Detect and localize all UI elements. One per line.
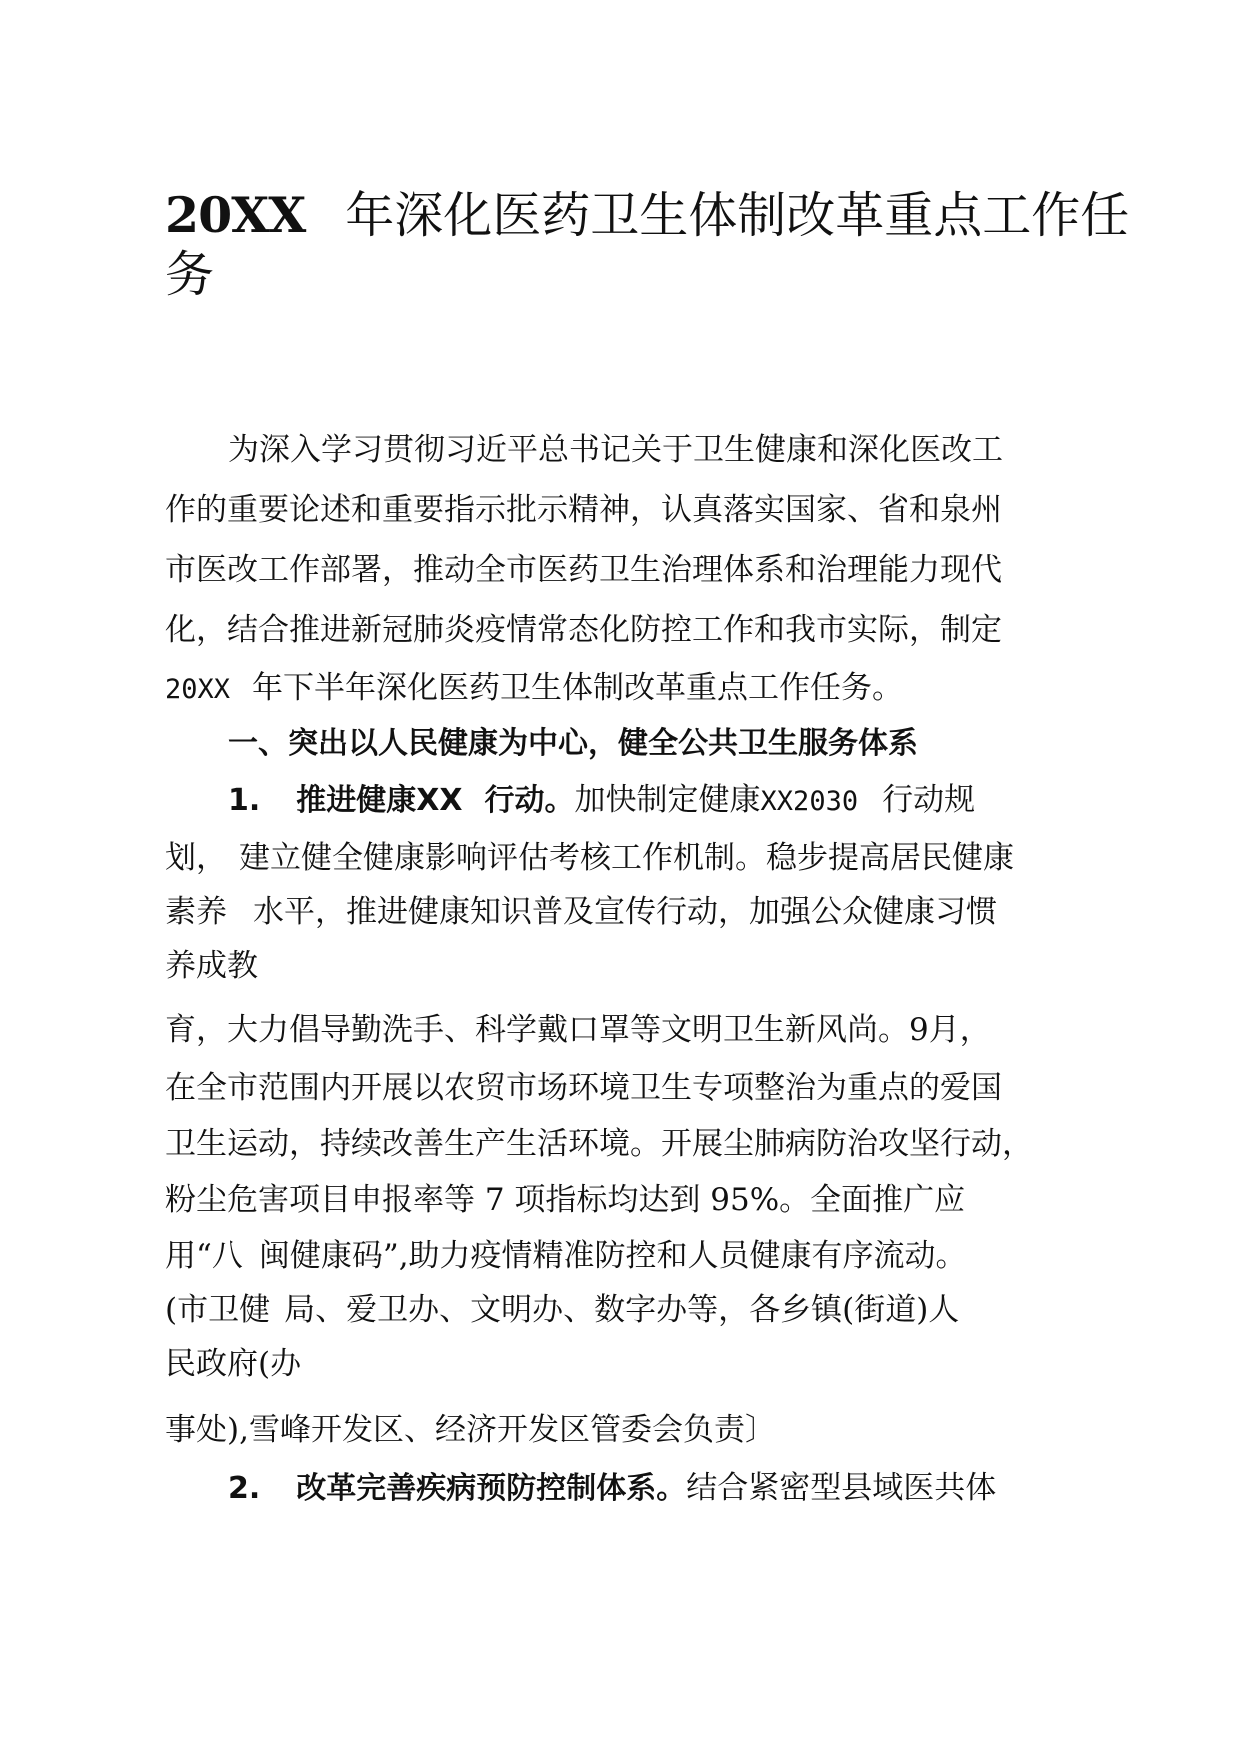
item-1-text-b: 行动规 — [882, 782, 976, 818]
item-2-text: 结合紧密型县域医共体 — [686, 1470, 997, 1506]
item-1-bold-a: 推进健康 — [296, 783, 417, 818]
item-1-line-2a: 划， — [165, 840, 227, 876]
item-1-line-3b: 水平，推进健康知识普及宣传行动，加强公众健康习惯 — [253, 894, 997, 930]
item-1-line-9a: 用“八 — [165, 1238, 243, 1274]
intro-line-4: 化，结合推进新冠肺炎疫情常态化防控工作和我市实际，制定 — [165, 612, 1002, 648]
item-1-line-12: 事处),雪峰开发区、经济开发区管委会负责〕 — [165, 1412, 776, 1448]
title-text: 年深化医药卫生体制改革重点工作任 — [345, 187, 1130, 244]
intro-line-5 — [165, 668, 903, 710]
intro-line-2: 作的重要论述和重要指示批示精神，认真落实国家、省和泉州 — [165, 492, 1002, 528]
item-1-bold-xx: XX — [416, 783, 463, 818]
intro-line-5-text: 年下半年深化医药卫生体制改革重点工作任务。 — [252, 670, 904, 706]
title-line-2: 务 — [165, 246, 215, 303]
item-2-bold: 改革完善疾病预防控制体系。 — [296, 1471, 687, 1506]
item-1-line-3a: 素养 — [165, 894, 227, 930]
item-1-line-2b: 建立健全健康影响评估考核工作机制。稳步提高居民健康 — [239, 840, 1014, 876]
document-title — [165, 185, 1130, 305]
item-1-line-11: 民政府(办 — [165, 1346, 302, 1382]
item-1-line-10a: (市卫健 — [165, 1292, 271, 1328]
item-1-code: XX2030 — [760, 786, 859, 817]
title-year: 20XX — [165, 186, 306, 244]
intro-line-1: 为深入学习贯彻习近平总书记关于卫生健康和深化医改工 — [228, 432, 1003, 468]
item-1-line-7: 卫生运动，持续改善生产生活环境。开展尘肺病防治攻坚行动， — [165, 1126, 1033, 1162]
item-1-line-9b: 闽健康码”,助力疫情精准防控和人员健康有序流动。 — [258, 1238, 967, 1274]
item-1-line-3 — [165, 892, 997, 932]
item-1-line-9 — [165, 1236, 967, 1276]
item-1-bold-b: 行动。 — [484, 783, 575, 818]
item-1-line-5: 育，大力倡导勤洗手、科学戴口罩等文明卫生新风尚。9月， — [165, 1012, 991, 1048]
item-1-line-6: 在全市范围内开展以农贸市场环境卫生专项整治为重点的爱国 — [165, 1070, 1002, 1106]
item-1-number: 1. — [228, 783, 261, 818]
item-2-line-1 — [228, 1468, 996, 1509]
intro-line-3: 市医改工作部署，推动全市医药卫生治理体系和治理能力现代 — [165, 552, 1002, 588]
item-1-line-4: 养成教 — [165, 948, 258, 984]
section-heading-1: 一、突出以人民健康为中心，健全公共卫生服务体系 — [228, 726, 918, 761]
title-line-1 — [165, 185, 1130, 245]
item-1-line-10b: 局、爱卫办、文明办、数字办等，各乡镇(街道)人 — [284, 1292, 960, 1328]
item-1-line-8: 粉尘危害项目申报率等 7 项指标均达到 95%。全面推广应 — [165, 1182, 966, 1218]
item-1-line-10 — [165, 1290, 959, 1330]
item-1-text-a: 加快制定健康 — [574, 782, 761, 818]
item-1-line-1 — [228, 780, 975, 822]
item-2-number: 2. — [228, 1471, 261, 1506]
intro-year: 20XX — [165, 674, 231, 705]
item-1-line-2 — [165, 838, 1014, 878]
